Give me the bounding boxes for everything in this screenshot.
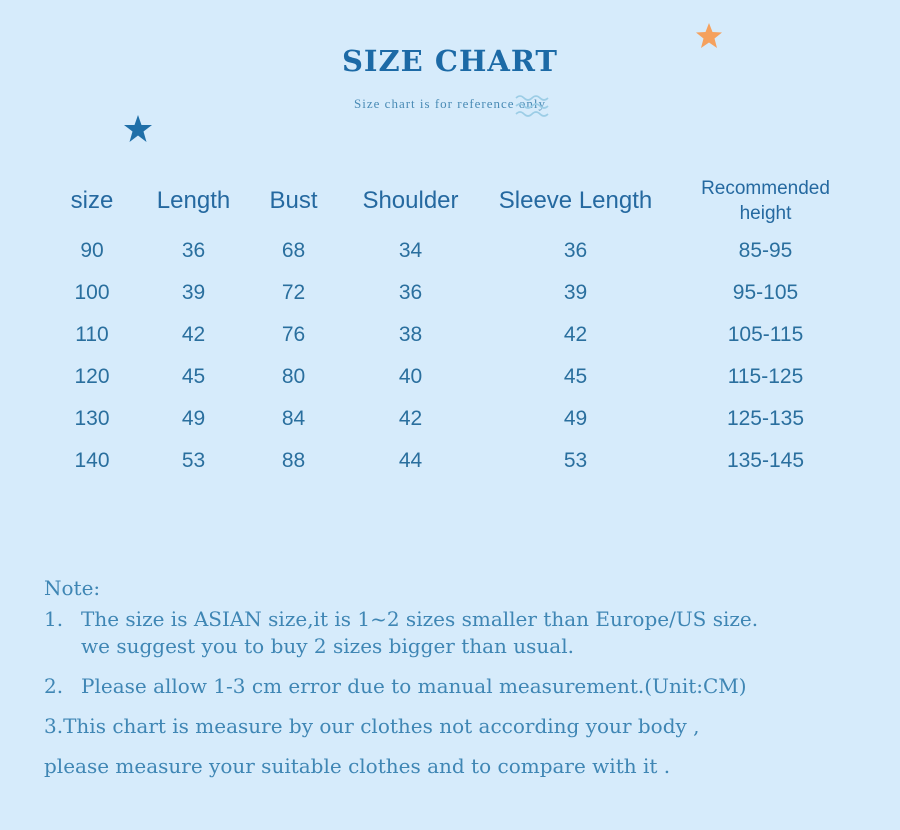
table-cell: 36 <box>563 239 588 262</box>
table-cell: 53 <box>563 449 588 472</box>
table-cell: 84 <box>281 407 306 430</box>
note-item <box>44 606 884 660</box>
table-cell: 85-95 <box>738 239 793 262</box>
star-icon <box>123 114 153 144</box>
column-header-text: Recommended height <box>701 178 830 224</box>
table-row <box>42 356 859 398</box>
table-cell: 53 <box>181 449 206 472</box>
table-cell: 44 <box>398 449 423 472</box>
table-cell: 130 <box>74 407 110 430</box>
table-cell: 49 <box>563 407 588 430</box>
table-row <box>42 440 859 482</box>
table-row <box>42 398 859 440</box>
table-cell: 42 <box>181 323 206 346</box>
note-text <box>81 606 884 660</box>
table-cell: 76 <box>281 323 306 346</box>
table-cell: 140 <box>74 449 110 472</box>
column-header: Bust <box>269 187 318 214</box>
note-line: please measure your suitable clothes and to compare with it . <box>44 754 671 778</box>
table-cell: 40 <box>398 365 423 388</box>
table-cell: 36 <box>398 281 423 304</box>
table-cell: 68 <box>281 239 306 262</box>
column-header: size <box>70 187 114 214</box>
column-header: Length <box>156 187 231 214</box>
table-cell: 39 <box>563 281 588 304</box>
note-number: 1. <box>44 607 64 631</box>
table-cell: 45 <box>181 365 206 388</box>
size-table <box>42 172 859 482</box>
wave-decoration-icon <box>514 92 550 122</box>
table-cell: 49 <box>181 407 206 430</box>
table-cell: 90 <box>80 239 104 262</box>
note-number: 2. <box>44 674 64 698</box>
table-cell: 38 <box>398 323 423 346</box>
page-title: SIZE CHART <box>341 44 559 78</box>
table-header-row <box>42 172 859 230</box>
note-text: Please allow 1-3 cm error due to manual measurement.(Unit:CM) <box>81 674 747 698</box>
notes-title: Note: <box>44 576 101 600</box>
column-header: Shoulder <box>362 187 459 214</box>
column-header <box>672 172 859 230</box>
note-item <box>44 673 884 700</box>
table-row <box>42 272 859 314</box>
table-cell: 72 <box>281 281 306 304</box>
table-cell: 135-145 <box>726 449 805 472</box>
page-subtitle: Size chart is for reference only <box>354 96 546 111</box>
table-cell: 125-135 <box>726 407 805 430</box>
table-row <box>42 230 859 272</box>
table-cell: 36 <box>181 239 206 262</box>
table-cell: 100 <box>74 281 110 304</box>
notes-section <box>44 575 884 793</box>
table-cell: 105-115 <box>727 323 804 346</box>
note-line: The size is ASIAN size,it is 1~2 sizes smaller than Europe/US size. <box>81 607 759 631</box>
table-cell: 42 <box>398 407 423 430</box>
table-cell: 120 <box>74 365 110 388</box>
table-cell: 95-105 <box>732 281 799 304</box>
table-cell: 110 <box>75 323 109 346</box>
table-cell: 80 <box>281 365 306 388</box>
table-cell: 34 <box>398 239 423 262</box>
table-row <box>42 314 859 356</box>
column-header: Sleeve Length <box>498 187 653 214</box>
table-cell: 39 <box>181 281 206 304</box>
table-cell: 42 <box>563 323 588 346</box>
note-line: 3.This chart is measure by our clothes not according your body , <box>44 714 700 738</box>
table-cell: 115-125 <box>727 365 804 388</box>
table-cell: 45 <box>563 365 588 388</box>
table-cell: 88 <box>281 449 306 472</box>
note-line: we suggest you to buy 2 sizes bigger than usual. <box>81 634 574 658</box>
